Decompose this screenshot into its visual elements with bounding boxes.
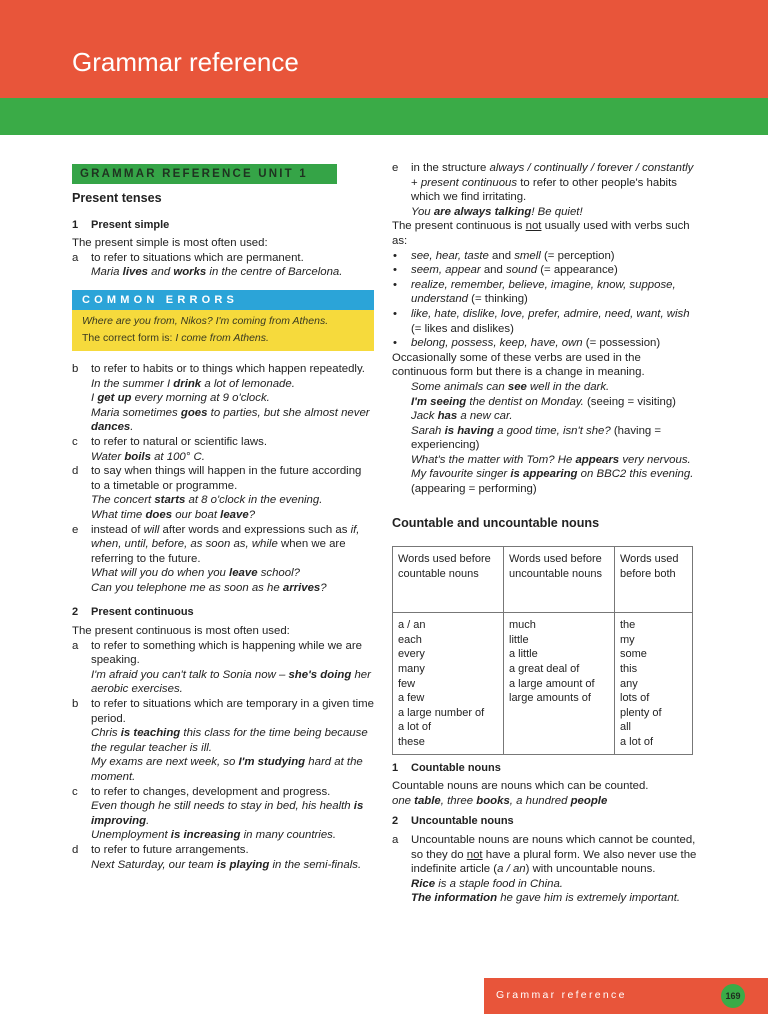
section-title-countable: Countable and uncountable nouns xyxy=(392,515,600,530)
left-column xyxy=(72,164,374,872)
table-header: Words used before countable nouns xyxy=(393,547,504,613)
item-letter: a xyxy=(72,251,79,264)
item-text: to refer to changes, development and progress. xyxy=(91,785,331,798)
bullet-item: • realize, remember, believe, imagine, know, suppose, understand (= thinking) xyxy=(393,278,676,306)
table-entry: many xyxy=(398,663,425,676)
table-entry: little xyxy=(509,633,529,646)
table-entry: each xyxy=(398,633,422,646)
subsection-number: 2 xyxy=(72,606,79,619)
example: The information he gave him is extremely important. xyxy=(411,892,681,905)
subsection-title: Present continuous xyxy=(91,606,194,619)
example: Water boils at 100° C. xyxy=(91,450,205,463)
list-item xyxy=(72,523,374,567)
example: I'm seeing the dentist on Monday. (seeing = visiting) xyxy=(411,395,676,408)
table-header: Words used before uncountable nouns xyxy=(504,547,615,613)
table-entry: a / an xyxy=(398,619,426,632)
item-text: to refer to situations which are permanent. xyxy=(91,251,304,264)
example: Maria sometimes goes to parties, but she almost never dances. xyxy=(91,406,370,434)
list-item xyxy=(72,435,374,450)
item-letter: b xyxy=(72,362,79,375)
table-entry: a few xyxy=(398,692,425,705)
list-item xyxy=(72,785,374,800)
determiners-table xyxy=(392,546,693,754)
list-item xyxy=(392,833,698,877)
list-item xyxy=(72,251,374,266)
paragraph: The present continuous is most often used: xyxy=(72,625,290,638)
item-text: to refer to something which is happening while we are speaking. xyxy=(91,639,362,667)
table-entry: a lot of xyxy=(620,736,654,748)
example: one table, three books, a hundred people xyxy=(392,794,608,807)
example: I get up every morning at 9 o'clock. xyxy=(91,392,270,405)
example: What will you do when you leave school? xyxy=(91,567,300,580)
right-column xyxy=(392,161,698,906)
footer-label: Grammar reference xyxy=(496,989,627,1001)
table-entry: large amounts of xyxy=(509,692,591,705)
item-text: in the structure always / continually / forever / constantly + present continuous to refer to other people's habits which we find irritating. xyxy=(411,162,694,204)
example: Rice is a staple food in China. xyxy=(411,877,563,890)
list-item xyxy=(72,639,374,668)
example: My favourite singer is appearing on BBC2 this evening. (appearing = performing) xyxy=(411,468,694,496)
example: Sarah is having a good time, isn't she? (having = experiencing) xyxy=(411,424,662,452)
common-errors-heading: COMMON ERRORS xyxy=(72,290,374,310)
item-text: to refer to situations which are temporary in a given time period. xyxy=(91,698,374,725)
example: I'm afraid you can't talk to Sonia now – she's doing her aerobic exercises. xyxy=(91,668,371,696)
common-errors-body xyxy=(72,310,374,351)
page-number: 169 xyxy=(721,984,745,1008)
section-title-present-tenses: Present tenses xyxy=(72,191,162,205)
table-entry: the xyxy=(620,619,636,632)
page-title: Grammar reference xyxy=(72,47,299,77)
item-text: instead of will after words and expressions such as if, when, until, before, as soon as, while when we are referring to the future. xyxy=(91,523,360,565)
item-text: to refer to future arrangements. xyxy=(91,843,249,856)
table-entry: a lot of xyxy=(398,721,432,734)
unit-banner: GRAMMAR REFERENCE UNIT 1 xyxy=(72,164,337,184)
item-letter: b xyxy=(72,698,79,711)
example: Some animals can see well in the dark. xyxy=(411,380,610,393)
item-letter: d xyxy=(72,465,79,478)
list-item xyxy=(72,697,374,726)
bullet-item: • seem, appear and sound (= appearance) xyxy=(393,264,618,277)
table-entry: much xyxy=(509,619,536,632)
example: My exams are next week, so I'm studying hard at the moment. xyxy=(91,756,363,783)
common-errors-line: Where are you from, Nikos? I'm coming from Athens. xyxy=(82,314,329,327)
table-entry: a large amount of xyxy=(509,677,595,690)
table-entry: lots of xyxy=(620,692,650,705)
example: Can you telephone me as soon as he arrives? xyxy=(91,581,327,594)
item-letter: c xyxy=(72,435,78,448)
item-letter: a xyxy=(392,833,399,846)
table-entry: plenty of xyxy=(620,706,662,719)
table-entry: some xyxy=(620,648,647,661)
table-entry: a large number of xyxy=(398,706,485,719)
table-entry: these xyxy=(398,736,425,748)
common-errors-correct: I come from Athens. xyxy=(175,331,269,344)
bullet-item: • belong, possess, keep, have, own (= possession) xyxy=(393,337,661,350)
subsection-countable-nouns xyxy=(392,761,698,776)
example: In the summer I drink a lot of lemonade. xyxy=(91,377,295,390)
subsection-number: 1 xyxy=(72,218,79,231)
example: What's the matter with Tom? He appears very nervous. xyxy=(411,453,691,466)
table-entry: a little xyxy=(509,648,538,661)
paragraph: The present simple is most often used: xyxy=(72,237,268,250)
example: What time does our boat leave? xyxy=(91,508,256,521)
item-letter: d xyxy=(72,843,79,856)
common-errors-line xyxy=(82,330,364,347)
example: Next Saturday, our team is playing in the semi-finals. xyxy=(91,858,362,871)
subsection-present-continuous xyxy=(72,605,374,620)
item-letter: e xyxy=(72,523,79,536)
table-entry: every xyxy=(398,648,425,661)
table-cell-countable xyxy=(393,613,504,754)
example: The concert starts at 8 o'clock in the evening. xyxy=(91,494,323,507)
paragraph: Occasionally some of these verbs are used in the continuous form but there is a change in meaning. xyxy=(392,351,645,379)
subsection-title: Countable nouns xyxy=(411,761,501,774)
list-item xyxy=(72,464,374,493)
example: Maria lives and works in the centre of Barcelona. xyxy=(91,266,343,279)
table-cell-uncountable xyxy=(504,613,615,754)
example: Jack has a new car. xyxy=(411,410,513,423)
header-stripe xyxy=(0,98,768,135)
item-text: to refer to habits or to things which happen repeatedly. xyxy=(91,362,365,375)
example: Chris is teaching this class for the time being because the regular teacher is ill. xyxy=(91,727,368,754)
subsection-number: 1 xyxy=(392,761,399,774)
example: Even though he still needs to stay in bed, his health is improving. xyxy=(91,800,364,827)
bullet-item: • like, hate, dislike, love, prefer, admire, need, want, wish (= likes and dislikes) xyxy=(393,307,690,335)
paragraph: The present continuous is not usually used with verbs such as: xyxy=(392,220,690,247)
subsection-present-simple xyxy=(72,218,374,233)
table-entry: few xyxy=(398,677,416,690)
item-text: Uncountable nouns are nouns which cannot be counted, so they do not have a plural form. We also never use the indefinite article (a / an) with uncountable nouns. xyxy=(411,833,697,876)
table-header: Words used before both xyxy=(615,547,693,613)
example: You are always talking! Be quiet! xyxy=(411,205,583,218)
table-entry: any xyxy=(620,677,638,690)
example: Unemployment is increasing in many countries. xyxy=(91,829,337,842)
item-letter: e xyxy=(392,162,399,174)
common-errors-box xyxy=(72,290,374,351)
item-text: to say when things will happen in the future according to a timetable or programme. xyxy=(91,465,362,492)
item-letter: c xyxy=(72,785,78,798)
item-letter: a xyxy=(72,639,79,652)
common-errors-prefix: The correct form is: xyxy=(82,331,176,344)
list-item xyxy=(392,161,698,205)
subsection-title: Present simple xyxy=(91,218,170,231)
paragraph: Countable nouns are nouns which can be counted. xyxy=(392,780,649,793)
list-item xyxy=(72,843,374,858)
table-entry: this xyxy=(620,663,638,676)
subsection-number: 2 xyxy=(392,815,399,828)
list-item xyxy=(72,362,374,377)
table-entry: my xyxy=(620,633,635,646)
table-cell-both xyxy=(615,613,693,754)
item-text: to refer to natural or scientific laws. xyxy=(91,435,267,448)
subsection-uncountable-nouns xyxy=(392,814,698,829)
table-entry: a great deal of xyxy=(509,663,580,676)
subsection-title: Uncountable nouns xyxy=(411,815,514,828)
table-entry: all xyxy=(620,721,632,734)
bullet-item: • see, hear, taste and smell (= perception) xyxy=(393,249,615,262)
